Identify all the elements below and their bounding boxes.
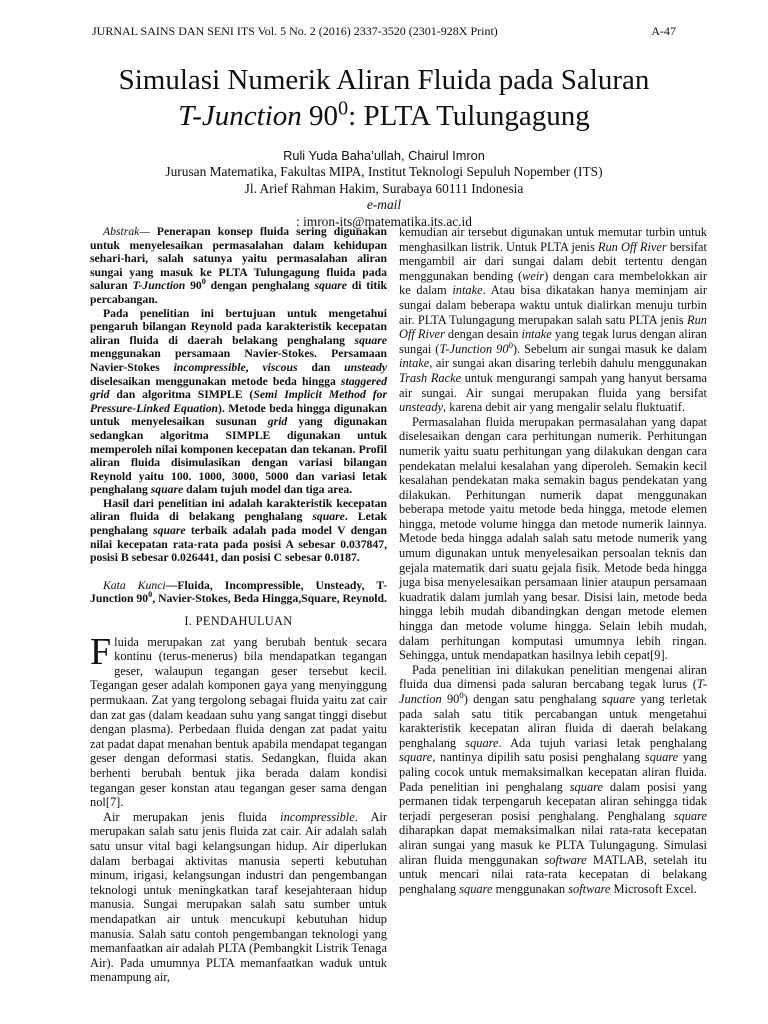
page-number: A-47 [651, 24, 676, 38]
drop-cap: F [90, 630, 112, 673]
author-block [40, 148, 728, 230]
author-names: Ruli Yuda Baha’ullah, Chairul Imron [283, 148, 485, 163]
abstract-p2: Pada penelitian ini bertujuan untuk mengetahui pengaruh bilangan Reynold pada karakteristik kecepatan aliran fluida di daerah belakang penghalang square menggunakan persamaan Navier-Stokes. Persamaan Navier-Stokes incompressible, viscous dan unsteady diselesaikan menggunakan metode beda hingga staggered grid dan algoritma SIMPLE (Semi Implicit Method for Pressure-Linked Equation). Metode beda hingga digunakan untuk menyelesaikan susunan grid yang digunakan sedangkan algoritma SIMPLE digunakan untuk memperoleh nilai komponen kecepatan dan tekanan. Profil aliran fluida disimulasikan dengan variasi bilangan Reynold yaitu 100. 1000, 3000, 5000 dan variasi letak penghalang square dalam tujuh model dan tiga area. [90, 306, 388, 497]
affiliation: Jurusan Matematika, Fakultas MIPA, Institut Teknologi Sepuluh Nopember (ITS) [165, 164, 603, 180]
title-line-2: T-Junction $90^0$: PLTA Tulungagung [178, 97, 590, 132]
running-header [92, 24, 676, 39]
right-column [399, 225, 707, 896]
journal-citation: JURNAL SAINS DAN SENI ITS Vol. 5 No. 2 (2016) 2337-3520 (2301-928X Print) [92, 24, 498, 38]
left-column [90, 225, 387, 985]
right-p2: Permasalahan fluida merupakan permasalahan yang dapat diselesaikan dengan cara perhitungan numerik. Perhitungan numerik yaitu suatu perhitungan yang dilakukan dengan cara pendekatan melalui kesalahan yang diperoleh. Semakin kecil kesalahan pendekatan maka semakin bagus pendekatan yang dilakukan. Perhitungan numerik dapat menggunakan beberapa metode yaitu metode beda hingga, metode elemen hingga, metode volume hingga dan metode numerik lainnya. Metode beda hingga adalah salah satu metode numerik yang umum digunakan untuk menyelesaikan persoalan teknis dan gejala matematik dari suatu gejala fisik. Metode beda hingga juga bisa menyelesaikan persamaan linier ataupun persamaan kuadratik dalam jumlah yang besar. Disisi lain, metode beda hingga lebih mudah dibandingkan dengan metode elemen hingga dan metode volume hingga. Selain lebih mudah, dalam perhitungan komputasi umumnya lebih ringan. Sehingga, untuk mendapatkan hasilnya lebih cepat[9]. [399, 414, 707, 663]
right-p1: kemudian air tersebut digunakan untuk memutar turbin untuk menghasilkan listrik. Untuk PLTA jenis Run Off River bersifat mengambil air dari sungai dalam debit tertentu dengan menggunakan bending (weir) dengan cara membelokkan air ke dalam intake. Atau bisa dikatakan hanya meminjam air sungai dalam beberapa waktu untuk dialirkan menuju turbin air. PLTA Tulungagung merupakan salah satu PLTA jenis Run Off River dengan desain intake yang tegak lurus dengan aliran sungai (T-Junction $90^0$). Sebelum air sungai masuk ke dalam intake, air sungai akan disaring terlebih dahulu menggunakan Trash Racke untuk mengurangi sampah yang hanyut bersama air sungai. Air sungai merupakan fluida yang bersifat unsteady, karena debit air yang mengalir selalu fluktuatif. [399, 225, 708, 415]
abstract-p3: Hasil dari penelitian ini adalah karakteristik kecepatan aliran fluida di belakang penghalang square. Letak penghalang square terbaik adalah pada model V dengan nilai kecepatan rata-rata pada posisi A sebesar 0.037847, posisi B sebesar 0.026441, dan posisi C sebesar 0.0187. [90, 496, 388, 565]
intro-p2: Air merupakan jenis fluida incompressible. Air merupakan salah satu jenis fluida zat cair. Air adalah salah satu unsur vital bagi kelangsungan hidup. Air diperlukan dalam berbagai aktivitas manusia seperti kebutuhan minum, irigasi, kelangsungan industri dan pengembangan teknologi untuk meningkatkan taraf kesejahteraan hidup manusia. Sungai merupakan salah satu sumber untuk mendapatkan air untuk mencukupi kebutuhan hidup manusia. Salah satu contoh pengembangan teknologi yang memanfaatkan air adalah PLTA (Pembangkit Listrik Tenaga Air). Pada umumnya PLTA memanfaatkan waduk untuk menampung air, [90, 809, 387, 985]
paper-title [40, 62, 728, 134]
abstract-p1: Abstrak— Penerapan konsep fluida sering digunakan untuk menyelesaikan permasalahan dalam kehidupan sehari-hari, salah satunya yaitu permasalahan aliran sungai yang masuk ke PLTA Tulungagung fluida pada saluran T-Junction $90^0$ dengan penghalang square di titik percabangan. [90, 225, 388, 306]
right-p3: Pada penelitian ini dilakukan penelitian mengenai aliran fluida dua dimensi pada saluran bercabang tegak lurus (T-Junction $90^0$) dengan satu penghalang square yang terletak pada salah satu titik percabangan untuk mengetahui karakteristik kecepatan aliran fluida di daerah belakang penghalang square. Ada tujuh variasi letak penghalang square, nantinya dipilih satu posisi penghalang square yang paling cocok untuk memaksimalkan kecepatan aliran fluida. Pada penelitian ini penghalang square dalam posisi yang permanen tidak terpengaruh kecepatan aliran sehingga tidak terjadi pergeseran posisi penghalang. Penghalang square diharapkan dapat memaksimalkan nilai rata-rata kecepatan aliran sungai yang masuk ke PLTA Tulungagung. Simulasi aliran fluida menggunakan software MATLAB, setelah itu untuk mencari nilai rata-rata kecepatan di belakang penghalang square menggunakan software Microsoft Excel. [399, 662, 708, 896]
title-line-1: Simulasi Numerik Aliran Fluida pada Saluran [118, 64, 650, 96]
abstract [90, 225, 387, 565]
intro-p1: Fluida merupakan zat yang berubah bentuk secara kontinu (terus-menerus) bila mendapatkan tegangan geser, walaupun tegangan geser tersebut kecil. Tegangan geser adalah komponen gaya yang menyinggung permukaan. Zat yang tergolong sebagai fluida yaitu zat cair dan zat gas (dalam keadaan suhu yang sangat tinggi disebut dengan plasma). Perbedaan fluida dengan zat padat yaitu zat padat dapat menahan bentuk apabila mendapat tegangan geser dengan deformasi statis. Sedangkan, fluida akan berhenti berubah bentuk jika berada dalam kondisi tegangan geser konstan atau tegangan geser sama dengan nol[7]. [90, 630, 387, 810]
keywords: Kata Kunci—Fluida, Incompressible, Unsteady, T-Junction $90^0$, Navier-Stokes, Beda Hingga,Square, Reynold. [90, 578, 387, 606]
email: e-mail : imron-its@matematika.its.ac.id [296, 197, 472, 229]
address: Jl. Arief Rahman Hakim, Surabaya 60111 Indonesia [244, 180, 524, 196]
section-heading-introduction: I. PENDAHULUAN [184, 614, 293, 629]
